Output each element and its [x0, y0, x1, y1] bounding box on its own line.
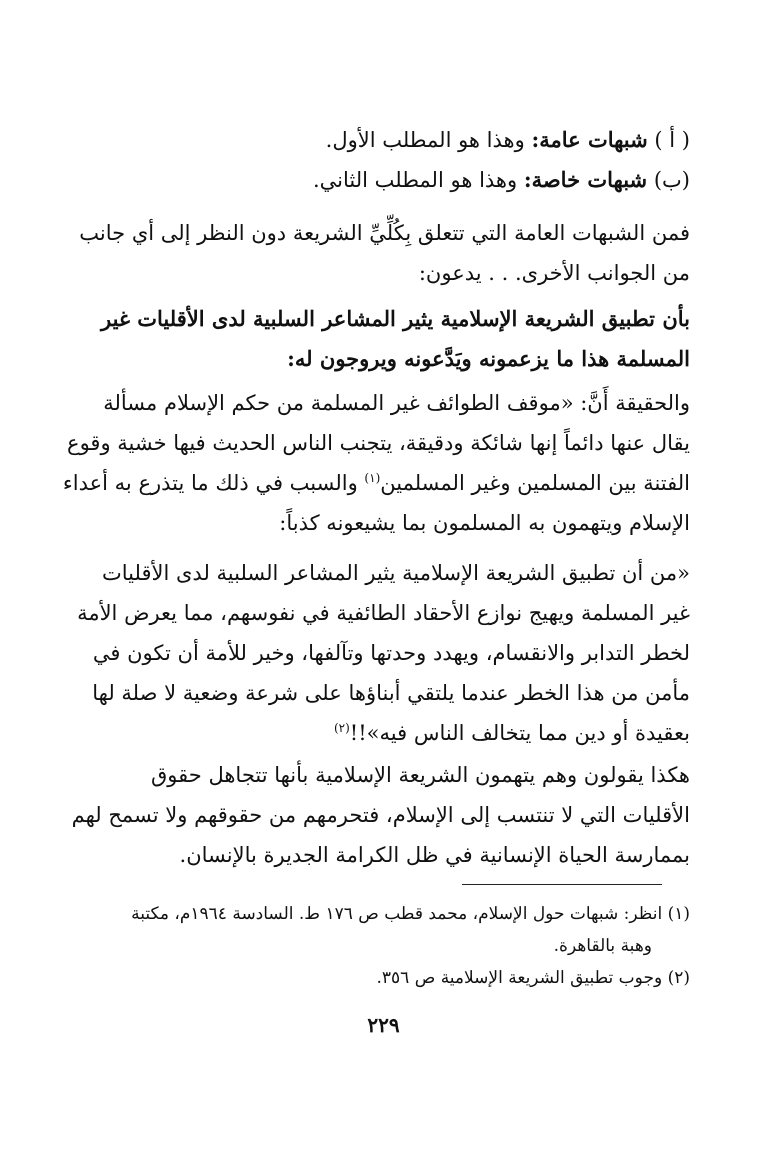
text-line: بأن تطبيق الشريعة الإسلامية يثير المشاعر السلبية لدى الأقليات غير: [101, 306, 690, 331]
text-line: الأقليات التي لا تنتسب إلى الإسلام، فتحرمهم من حقوقهم ولا تسمح لهم: [71, 803, 690, 827]
heading-a-text: وهذا هو المطلب الأول.: [325, 128, 525, 152]
paragraph-4-quote: [77, 553, 690, 753]
heading-b-marker: (ب): [653, 168, 690, 192]
paragraph-2-bold: [80, 299, 690, 379]
text-line: فمن الشبهات العامة التي تتعلق بِكُلِّيِّ الشريعة دون النظر إلى أي جانب: [79, 221, 690, 245]
footnote-1-line-2: وهبة بالقاهرة.: [553, 936, 652, 956]
text-segment: بعقيدة أو دين مما يتخالف الناس فيه»!!: [349, 721, 690, 745]
footnote-ref-1[interactable]: (١): [364, 471, 381, 485]
footnote-1-line-1: (١) انظر: شبهات حول الإسلام، محمد قطب ص ١٧٦ ط. السادسة ١٩٦٤م، مكتبة: [131, 904, 690, 924]
text-line: الإسلام ويتهمون به المسلمون بما يشيعونه كذباً:: [279, 511, 690, 535]
text-line: يقال عنها دائماً إنها شائكة ودقيقة، يتجنب الناس الحديث فيها خشية وقوع: [67, 431, 690, 455]
text-line: بممارسة الحياة الإنسانية في ظل الكرامة الجديرة بالإنسان.: [179, 843, 690, 867]
footnote-ref-2[interactable]: (٢): [333, 721, 350, 735]
footnote-2: [80, 962, 690, 994]
heading-b-title: شبهات خاصة:: [523, 167, 648, 192]
page-number: ٢٢٩: [367, 1013, 400, 1037]
text-segment: والسبب في ذلك ما يتذرع به أعداء: [62, 471, 365, 495]
heading-a-title: شبهات عامة:: [531, 127, 648, 152]
heading-a-marker: ( أ ): [654, 128, 690, 152]
section-headings: [80, 120, 690, 200]
text-line: مأمن من هذا الخطر عندما يلتقي أبناؤها على شرعة وضعية لا صلة لها: [92, 681, 690, 705]
text-line: غير المسلمة ويهيج نوازع الأحقاد الطائفية في نفوسهم، مما يعرض الأمة: [77, 601, 690, 625]
text-line: المسلمة هذا ما يزعمونه ويَدَّعونه ويروجون له:: [287, 346, 690, 371]
heading-a: [80, 120, 690, 160]
footnote-2-line: (٢) وجوب تطبيق الشريعة الإسلامية ص ٣٥٦.: [376, 968, 690, 988]
footnote-divider: [462, 884, 662, 885]
heading-b-text: وهذا هو المطلب الثاني.: [312, 168, 518, 192]
paragraph-3: [62, 383, 690, 543]
text-line: [80, 713, 690, 753]
text-line: لخطر التدابر والانقسام، ويهدد وحدتها وتآلفها، وخير للأمة أن تكون في: [92, 641, 690, 665]
heading-b: [80, 160, 690, 200]
paragraph-5: [71, 755, 690, 875]
text-line: والحقيقة أَنَّ: «موقف الطوائف غير المسلمة من حكم الإسلام مسألة: [103, 391, 690, 415]
footnote-1: [80, 898, 690, 962]
text-line: هكذا يقولون وهم يتهمون الشريعة الإسلامية بأنها تتجاهل حقوق: [151, 763, 690, 787]
text-line: من الجوانب الأخرى. . . يدعون:: [418, 261, 690, 285]
text-line: «من أن تطبيق الشريعة الإسلامية يثير المشاعر السلبية لدى الأقليات: [102, 561, 690, 585]
text-line: [62, 463, 690, 503]
paragraph-1: [80, 213, 690, 293]
text-segment: الفتنة بين المسلمين وغير المسلمين: [380, 471, 690, 495]
